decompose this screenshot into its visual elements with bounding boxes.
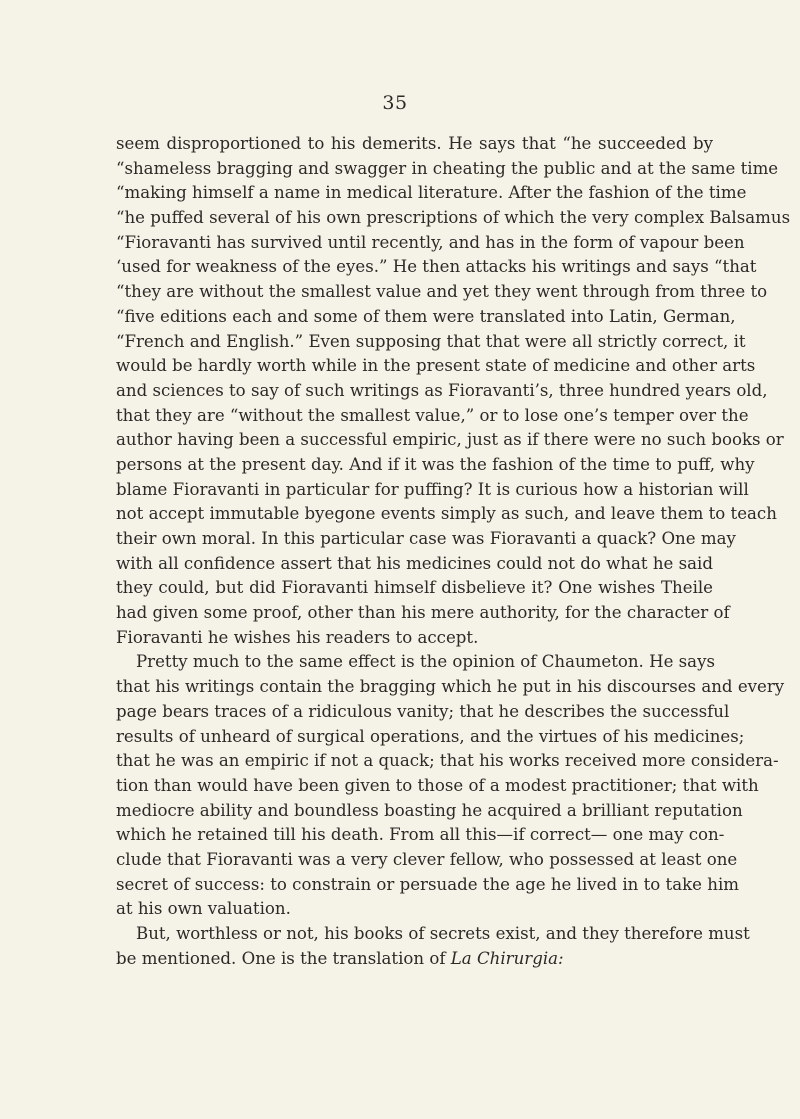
text-line: “they are without the smallest value and yet they went through from three to xyxy=(116,282,768,302)
text-line: at his own valuation. xyxy=(116,899,291,919)
page-number: 35 xyxy=(382,92,408,114)
text-line: ‘used for weakness of the eyes.” He then attacks his writings and says “that xyxy=(116,257,757,277)
text-line: would be hardly worth while in the present state of medicine and other arts xyxy=(116,356,756,376)
text-line: which he retained till his death. From all this—if correct— one may con- xyxy=(116,825,725,845)
text-line: their own moral. In this particular case was Fioravanti a quack? One may xyxy=(116,529,736,548)
text-line: that his writings contain the bragging which he put in his discourses and every xyxy=(116,677,785,697)
text-line: that they are “without the smallest value,” or to lose one’s temper over the xyxy=(116,405,749,425)
text-line: seem disproportioned to his demerits. He says that “he succeeded by xyxy=(116,134,713,153)
text-line: had given some proof, other than his mere authority, for the character of xyxy=(116,603,730,623)
text-line: secret of success: to constrain or persuade the age he lived in to take him xyxy=(116,874,739,894)
text-line: But, worthless or not, his books of secrets exist, and they therefore must xyxy=(136,924,750,943)
text-line: and sciences to say of such writings as Fioravanti’s, three hundred years old, xyxy=(116,380,768,400)
text-line: results of unheard of surgical operations, and the virtues of his medicines; xyxy=(116,726,745,746)
text-line-final-body: be mentioned. One is the translation of xyxy=(116,948,446,968)
text-line-final xyxy=(116,947,713,972)
text-line: “shameless bragging and swagger in cheating the public and at the same time xyxy=(116,158,779,178)
text-line: clude that Fioravanti was a very clever fellow, who possessed at least one xyxy=(116,849,738,869)
text-line: with all confidence assert that his medicines could not do what he said xyxy=(116,553,713,573)
text-line: page bears traces of a ridiculous vanity; that he describes the successful xyxy=(116,701,730,721)
text-line: “making himself a name in medical literature. After the fashion of the time xyxy=(116,183,747,203)
book-title-italic: La Chirurgia: xyxy=(450,948,564,968)
text-line: that he was an empiric if not a quack; that his works received more considera- xyxy=(116,751,779,771)
text-line: author having been a successful empiric, just as if there were no such books or xyxy=(116,430,784,450)
text-line: “French and English.” Even supposing that that were all strictly correct, it xyxy=(116,331,746,351)
text-line: Fioravanti he wishes his readers to accept. xyxy=(116,627,479,647)
text-line: not accept immutable byegone events simply as such, and leave them to teach xyxy=(116,504,777,524)
text-line: they could, but did Fioravanti himself disbelieve it? One wishes Theile xyxy=(116,578,713,598)
text-line: Pretty much to the same effect is the opinion of Chaumeton. He says xyxy=(136,652,715,672)
body-text xyxy=(116,132,791,971)
text-line: “he puffed several of his own prescriptions of which the very complex Balsamus xyxy=(116,208,791,228)
text-line: “five editions each and some of them were translated into Latin, German, xyxy=(116,306,736,326)
text-line: blame Fioravanti in particular for puffing? It is curious how a historian will xyxy=(116,479,749,499)
text-line: mediocre ability and boundless boasting he acquired a brilliant reputation xyxy=(116,800,743,820)
text-line: tion than would have been given to those of a modest practitioner; that with xyxy=(116,775,759,795)
text-line: “Fioravanti has survived until recently, and has in the form of vapour been xyxy=(116,232,745,252)
text-line: persons at the present day. And if it was the fashion of the time to puff, why xyxy=(116,454,755,474)
